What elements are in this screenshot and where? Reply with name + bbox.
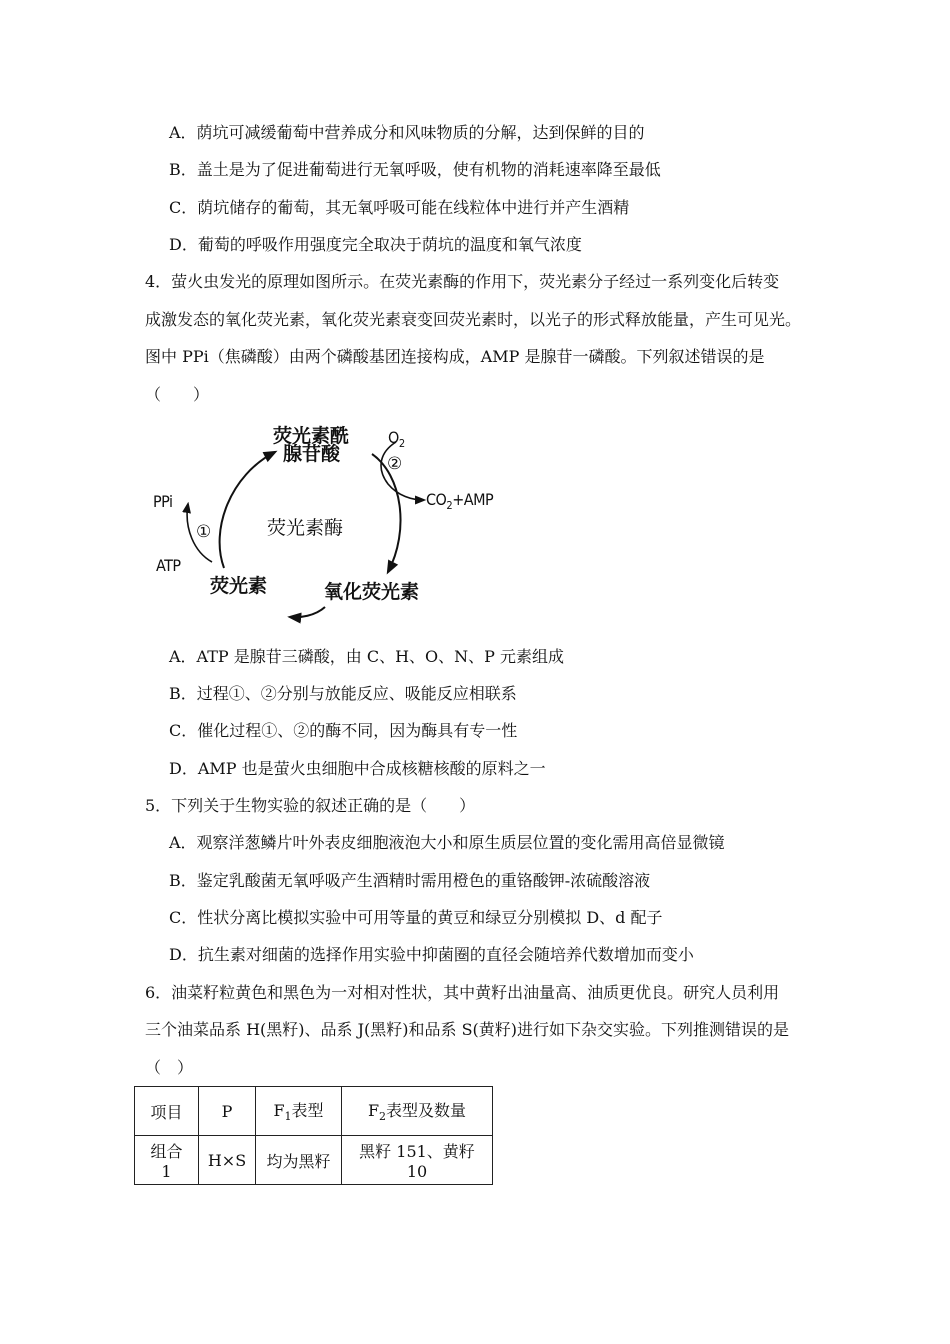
q4-stem-line-3: 图中 PPi（焦磷酸）由两个磷酸基团连接构成，AMP 是腺苷一磷酸。下列叙述错误的是 bbox=[145, 347, 765, 366]
firefly-luminescence-diagram bbox=[140, 420, 500, 630]
q3-option-c: C．荫坑储存的葡萄，其无氧呼吸可能在线粒体中进行并产生酒精 bbox=[169, 198, 630, 217]
cross-experiment-table bbox=[134, 1086, 493, 1185]
q4-option-d: D．AMP 也是萤火虫细胞中合成核糖核酸的原料之一 bbox=[169, 759, 546, 778]
q6-stem-line-1: 6．油菜籽粒黄色和黑色为一对相对性状，其中黄籽出油量高、油质更优良。研究人员利用 bbox=[145, 983, 780, 1002]
luciferyl-adenylate-label-2: 腺苷酸 bbox=[283, 443, 341, 465]
header-f1: $F_1$表型 bbox=[256, 1087, 342, 1136]
q5-option-c: C．性状分离比模拟实验中可用等量的黄豆和绿豆分别模拟 D、d 配子 bbox=[169, 908, 663, 927]
q5-option-d: D．抗生素对细菌的选择作用实验中抑菌圈的直径会随培养代数增加而变小 bbox=[169, 945, 694, 964]
luciferin-label: 荧光素 bbox=[210, 575, 268, 597]
q4-stem-line-4: （ ） bbox=[145, 385, 210, 404]
luciferase-label: 荧光素酶 bbox=[267, 517, 344, 539]
q3-option-d: D．葡萄的呼吸作用强度完全取决于荫坑的温度和氧气浓度 bbox=[169, 235, 582, 254]
header-f2: $F_2$表型及数量 bbox=[342, 1087, 493, 1136]
atp-label: ATP bbox=[156, 556, 181, 575]
q5-option-b: B．鉴定乳酸菌无氧呼吸产生酒精时需用橙色的重铬酸钾-浓硫酸溶液 bbox=[169, 871, 651, 890]
header-item: 项目 bbox=[135, 1087, 199, 1136]
step-1-marker: ① bbox=[196, 522, 212, 542]
q4-option-a: A．ATP 是腺苷三磷酸，由 C、H、O、N、P 元素组成 bbox=[169, 647, 565, 666]
q3-option-a: A．荫坑可减缓葡萄中营养成分和风味物质的分解，达到保鲜的目的 bbox=[169, 123, 645, 142]
q4-option-b: B．过程①、②分别与放能反应、吸能反应相联系 bbox=[169, 684, 517, 703]
q4-option-c: C．催化过程①、②的酶不同，因为酶具有专一性 bbox=[169, 721, 518, 740]
ppi-label: PPi bbox=[153, 492, 173, 511]
oxyluciferin-label: 氧化荧光素 bbox=[324, 581, 420, 603]
luciferyl-adenylate-label-1: 荧光素酰 bbox=[273, 425, 350, 447]
q4-stem-line-1: 4．萤火虫发光的原理如图所示。在荧光素酶的作用下，荧光素分子经过一系列变化后转变 bbox=[145, 272, 780, 291]
row1-item: 组合 1 bbox=[135, 1136, 199, 1185]
o2-label: $O_2$ bbox=[388, 428, 405, 451]
header-p: P bbox=[199, 1087, 256, 1136]
q6-stem-line-3: （ ） bbox=[145, 1058, 194, 1077]
co2-amp-label: $CO_2+AMP$ bbox=[426, 490, 494, 513]
step-2-marker: ② bbox=[387, 454, 403, 474]
table-row bbox=[135, 1136, 493, 1185]
row1-f2: 黑籽 151、黄籽 10 bbox=[342, 1136, 493, 1185]
q5-option-a: A．观察洋葱鳞片叶外表皮细胞液泡大小和原生质层位置的变化需用高倍显微镜 bbox=[169, 833, 725, 852]
table-header-row bbox=[135, 1087, 493, 1136]
row1-p: H×S bbox=[199, 1136, 256, 1185]
q5-stem: 5．下列关于生物实验的叙述正确的是（ ） bbox=[145, 796, 476, 815]
row1-f1: 均为黑籽 bbox=[256, 1136, 342, 1185]
q4-stem-line-2: 成激发态的氧化荧光素，氧化荧光素衰变回荧光素时，以光子的形式释放能量，产生可见光。 bbox=[145, 310, 802, 329]
q6-stem-line-2: 三个油菜品系 H(黑籽)、品系 J(黑籽)和品系 S(黄籽)进行如下杂交实验。下列推测错误的是 bbox=[145, 1020, 790, 1039]
q3-option-b: B．盖土是为了促进葡萄进行无氧呼吸，使有机物的消耗速率降至最低 bbox=[169, 160, 661, 179]
